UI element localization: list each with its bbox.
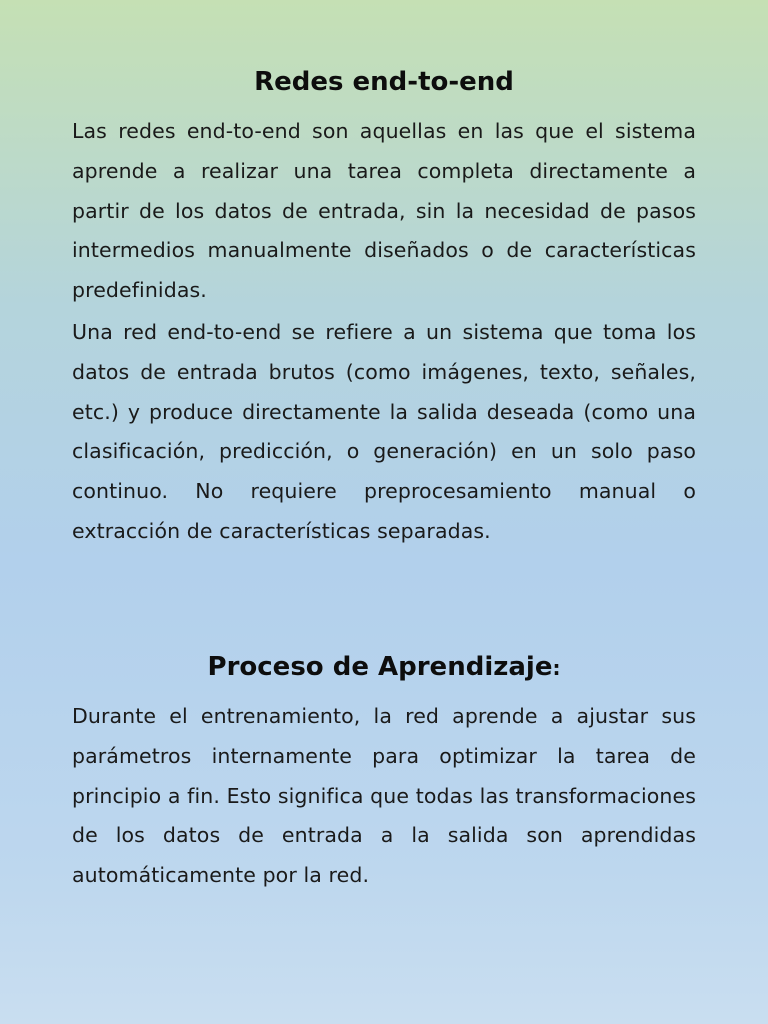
- section-title-proceso-aprendizaje: [72, 648, 696, 687]
- section-title-redes-end-to-end: Redes end-to-end: [254, 67, 514, 97]
- section-title-colon: :: [552, 656, 561, 680]
- paragraph-description: Una red end-to-end se refiere a un sistema que toma los datos de entrada brutos (como imágenes, texto, señales, etc.) y produce directamente la salida deseada (como una clasificación, predicción, o generación) en un solo paso continuo. No requiere preprocesamiento manual o extracción de características separadas.: [72, 320, 696, 543]
- paragraph-training: Durante el entrenamiento, la red aprende a ajustar sus parámetros internamente para optimizar la tarea de principio a fin. Esto significa que todas las transformaciones de los datos de entrada a la salida son aprendidas automáticamente por la red.: [72, 704, 696, 888]
- paragraph-definition: Las redes end-to-end son aquellas en las que el sistema aprende a realizar una tarea completa directamente a partir de los datos de entrada, sin la necesidad de pasos intermedios manualmente diseñados o de características predefinidas.: [72, 119, 696, 303]
- section-title-text: Proceso de Aprendizaje: [207, 652, 553, 682]
